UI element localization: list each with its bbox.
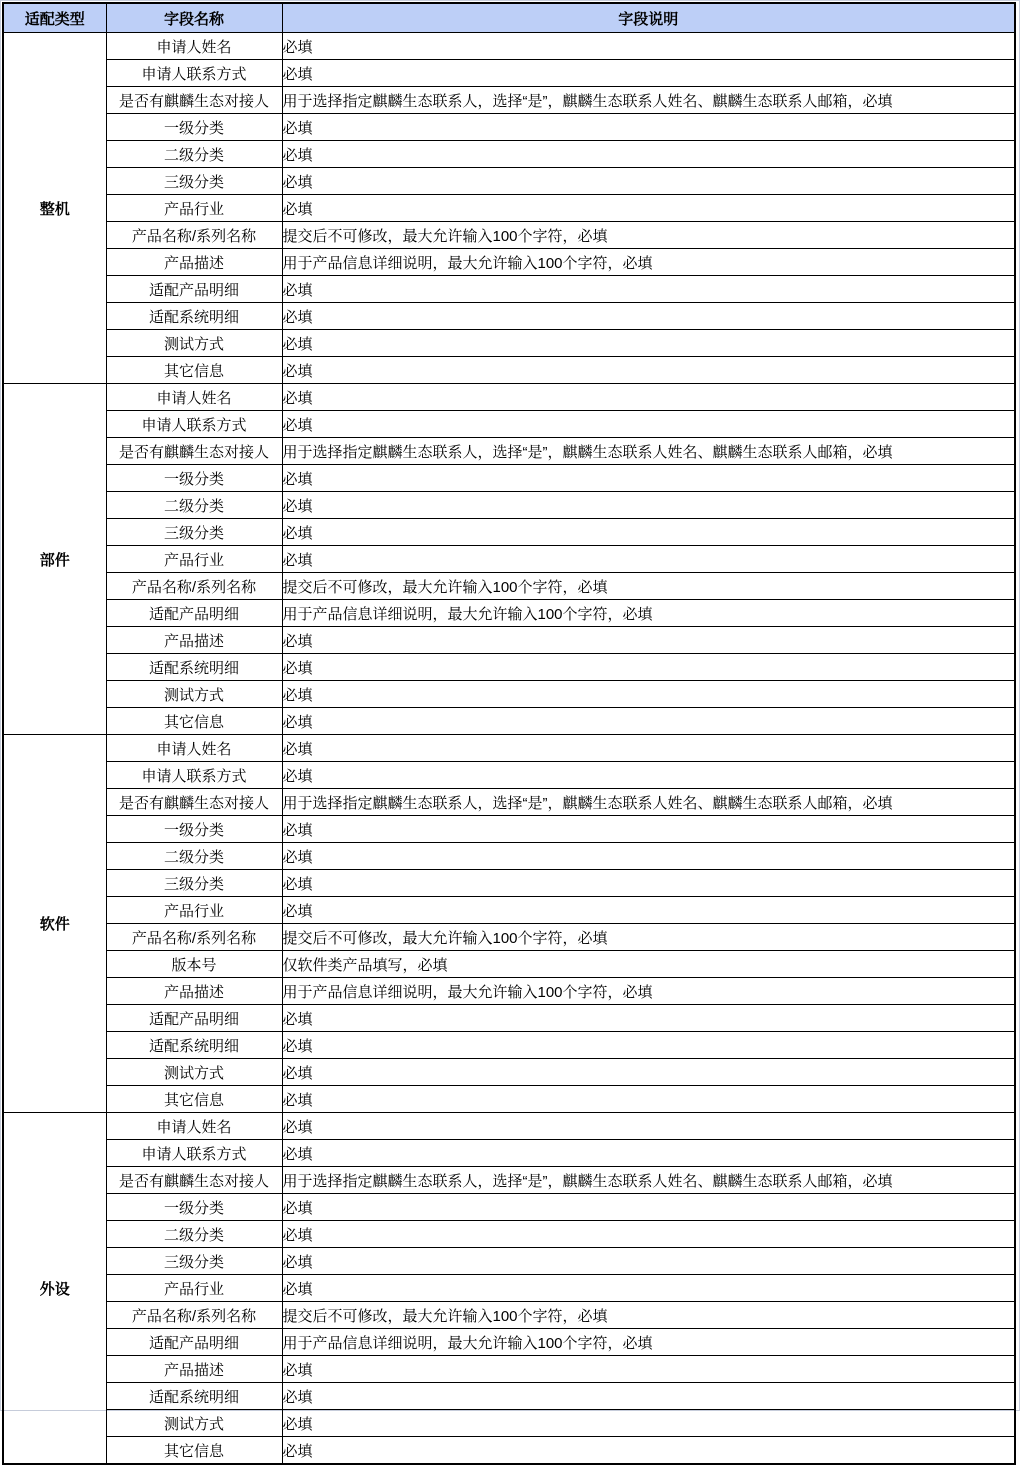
table-row xyxy=(3,1248,1015,1275)
table-row xyxy=(3,330,1015,357)
field-desc-cell: 必填 xyxy=(282,1248,1015,1275)
field-name-cell: 适配系统明细 xyxy=(106,654,282,681)
field-name-cell: 产品名称/系列名称 xyxy=(106,1302,282,1329)
field-name-cell: 一级分类 xyxy=(106,114,282,141)
field-name-cell: 是否有麒麟生态对接人 xyxy=(106,789,282,816)
field-desc-cell: 提交后不可修改，最大允许输入100个字符，必填 xyxy=(282,222,1015,249)
field-desc-cell: 用于产品信息详细说明，最大允许输入100个字符，必填 xyxy=(282,1329,1015,1356)
field-name-cell: 三级分类 xyxy=(106,1248,282,1275)
table-row xyxy=(3,870,1015,897)
field-desc-cell: 必填 xyxy=(282,114,1015,141)
field-desc-cell: 提交后不可修改，最大允许输入100个字符，必填 xyxy=(282,924,1015,951)
field-name-cell: 一级分类 xyxy=(106,816,282,843)
field-name-cell: 其它信息 xyxy=(106,1086,282,1113)
field-desc-cell: 提交后不可修改，最大允许输入100个字符，必填 xyxy=(282,573,1015,600)
field-name-cell: 其它信息 xyxy=(106,357,282,384)
table-row xyxy=(3,60,1015,87)
table-row xyxy=(3,978,1015,1005)
header-row xyxy=(3,3,1015,33)
table-row xyxy=(3,546,1015,573)
table-row xyxy=(3,276,1015,303)
table-row xyxy=(3,1383,1015,1410)
table-row xyxy=(3,897,1015,924)
table-row xyxy=(3,1221,1015,1248)
field-name-cell: 申请人联系方式 xyxy=(106,60,282,87)
group-type-cell: 软件 xyxy=(3,735,106,1113)
field-desc-cell: 必填 xyxy=(282,303,1015,330)
field-name-cell: 产品名称/系列名称 xyxy=(106,573,282,600)
table-row xyxy=(3,681,1015,708)
field-desc-cell: 必填 xyxy=(282,1005,1015,1032)
table-row xyxy=(3,600,1015,627)
field-desc-cell: 必填 xyxy=(282,384,1015,411)
field-desc-cell: 用于选择指定麒麟生态联系人，选择“是”，麒麟生态联系人姓名、麒麟生态联系人邮箱，必填 xyxy=(282,87,1015,114)
field-name-cell: 二级分类 xyxy=(106,843,282,870)
table-row xyxy=(3,573,1015,600)
table-row xyxy=(3,114,1015,141)
field-desc-cell: 必填 xyxy=(282,654,1015,681)
field-desc-cell: 用于选择指定麒麟生态联系人，选择“是”，麒麟生态联系人姓名、麒麟生态联系人邮箱，必填 xyxy=(282,1167,1015,1194)
field-name-cell: 三级分类 xyxy=(106,168,282,195)
field-name-cell: 申请人姓名 xyxy=(106,1113,282,1140)
field-desc-cell: 必填 xyxy=(282,168,1015,195)
table-row xyxy=(3,1329,1015,1356)
field-name-cell: 适配系统明细 xyxy=(106,1383,282,1410)
table-row xyxy=(3,195,1015,222)
field-name-cell: 产品名称/系列名称 xyxy=(106,924,282,951)
field-name-cell: 二级分类 xyxy=(106,492,282,519)
field-name-cell: 申请人姓名 xyxy=(106,384,282,411)
table-row xyxy=(3,951,1015,978)
table-row xyxy=(3,438,1015,465)
field-name-cell: 产品行业 xyxy=(106,897,282,924)
field-name-cell: 适配系统明细 xyxy=(106,303,282,330)
field-desc-cell: 必填 xyxy=(282,1113,1015,1140)
table-row xyxy=(3,1005,1015,1032)
field-desc-cell: 必填 xyxy=(282,519,1015,546)
field-name-cell: 产品描述 xyxy=(106,978,282,1005)
field-desc-cell: 必填 xyxy=(282,1275,1015,1302)
col-header-field-desc: 字段说明 xyxy=(282,3,1015,33)
table-row xyxy=(3,492,1015,519)
field-name-cell: 测试方式 xyxy=(106,681,282,708)
table-row xyxy=(3,1059,1015,1086)
field-name-cell: 产品描述 xyxy=(106,627,282,654)
field-name-cell: 产品行业 xyxy=(106,1275,282,1302)
table-row xyxy=(3,762,1015,789)
field-desc-cell: 必填 xyxy=(282,843,1015,870)
field-name-cell: 适配产品明细 xyxy=(106,1005,282,1032)
field-name-cell: 申请人联系方式 xyxy=(106,1140,282,1167)
field-desc-cell: 仅软件类产品填写，必填 xyxy=(282,951,1015,978)
field-desc-cell: 必填 xyxy=(282,816,1015,843)
field-desc-cell: 必填 xyxy=(282,1410,1015,1437)
table-body xyxy=(3,33,1015,1465)
table-row xyxy=(3,708,1015,735)
table-row xyxy=(3,627,1015,654)
field-desc-cell: 必填 xyxy=(282,762,1015,789)
field-name-cell: 二级分类 xyxy=(106,141,282,168)
table-row xyxy=(3,1140,1015,1167)
field-name-cell: 申请人联系方式 xyxy=(106,762,282,789)
table-row xyxy=(3,1032,1015,1059)
field-desc-cell: 必填 xyxy=(282,60,1015,87)
table-row xyxy=(3,924,1015,951)
group-type-cell: 部件 xyxy=(3,384,106,735)
field-name-cell: 是否有麒麟生态对接人 xyxy=(106,438,282,465)
table-row xyxy=(3,303,1015,330)
table-row xyxy=(3,249,1015,276)
field-name-cell: 二级分类 xyxy=(106,1221,282,1248)
col-header-adapt-type: 适配类型 xyxy=(3,3,106,33)
field-desc-cell: 必填 xyxy=(282,681,1015,708)
table-row xyxy=(3,1275,1015,1302)
table-row xyxy=(3,519,1015,546)
field-desc-cell: 必填 xyxy=(282,33,1015,60)
table-row xyxy=(3,1302,1015,1329)
field-name-cell: 产品描述 xyxy=(106,249,282,276)
field-desc-cell: 必填 xyxy=(282,546,1015,573)
table-row xyxy=(3,465,1015,492)
table-row xyxy=(3,87,1015,114)
field-desc-cell: 必填 xyxy=(282,1356,1015,1383)
col-header-field-name: 字段名称 xyxy=(106,3,282,33)
table-row xyxy=(3,1356,1015,1383)
table-row xyxy=(3,1086,1015,1113)
field-name-cell: 其它信息 xyxy=(106,1437,282,1465)
table-row xyxy=(3,1410,1015,1437)
field-desc-cell: 必填 xyxy=(282,465,1015,492)
field-name-cell: 产品行业 xyxy=(106,546,282,573)
field-desc-cell: 用于产品信息详细说明，最大允许输入100个字符，必填 xyxy=(282,978,1015,1005)
field-name-cell: 产品描述 xyxy=(106,1356,282,1383)
field-name-cell: 适配产品明细 xyxy=(106,1329,282,1356)
field-desc-cell: 必填 xyxy=(282,1437,1015,1465)
field-desc-cell: 必填 xyxy=(282,1032,1015,1059)
table-row xyxy=(3,1194,1015,1221)
field-desc-cell: 必填 xyxy=(282,141,1015,168)
field-name-cell: 适配产品明细 xyxy=(106,276,282,303)
field-name-cell: 测试方式 xyxy=(106,1059,282,1086)
table-row xyxy=(3,843,1015,870)
field-name-cell: 适配产品明细 xyxy=(106,600,282,627)
field-spec-table xyxy=(2,2,1016,1465)
table-row xyxy=(3,1167,1015,1194)
field-desc-cell: 必填 xyxy=(282,1194,1015,1221)
field-desc-cell: 必填 xyxy=(282,1140,1015,1167)
field-name-cell: 测试方式 xyxy=(106,1410,282,1437)
table-row xyxy=(3,33,1015,60)
field-desc-cell: 用于产品信息详细说明，最大允许输入100个字符，必填 xyxy=(282,600,1015,627)
table-row xyxy=(3,357,1015,384)
field-desc-cell: 必填 xyxy=(282,330,1015,357)
field-desc-cell: 必填 xyxy=(282,1221,1015,1248)
field-desc-cell: 必填 xyxy=(282,897,1015,924)
field-name-cell: 三级分类 xyxy=(106,870,282,897)
field-desc-cell: 必填 xyxy=(282,357,1015,384)
field-name-cell: 是否有麒麟生态对接人 xyxy=(106,1167,282,1194)
field-name-cell: 一级分类 xyxy=(106,1194,282,1221)
field-name-cell: 三级分类 xyxy=(106,519,282,546)
group-type-cell: 外设 xyxy=(3,1113,106,1465)
field-name-cell: 是否有麒麟生态对接人 xyxy=(106,87,282,114)
table-row xyxy=(3,141,1015,168)
field-name-cell: 适配系统明细 xyxy=(106,1032,282,1059)
field-desc-cell: 必填 xyxy=(282,492,1015,519)
field-desc-cell: 用于产品信息详细说明，最大允许输入100个字符，必填 xyxy=(282,249,1015,276)
field-desc-cell: 必填 xyxy=(282,1383,1015,1410)
table-row xyxy=(3,168,1015,195)
field-name-cell: 产品行业 xyxy=(106,195,282,222)
table-row xyxy=(3,411,1015,438)
field-name-cell: 版本号 xyxy=(106,951,282,978)
field-desc-cell: 必填 xyxy=(282,1086,1015,1113)
table-row xyxy=(3,1113,1015,1140)
field-name-cell: 一级分类 xyxy=(106,465,282,492)
table-row xyxy=(3,384,1015,411)
field-name-cell: 申请人姓名 xyxy=(106,735,282,762)
field-desc-cell: 必填 xyxy=(282,195,1015,222)
field-desc-cell: 必填 xyxy=(282,708,1015,735)
table-row xyxy=(3,222,1015,249)
field-name-cell: 产品名称/系列名称 xyxy=(106,222,282,249)
field-desc-cell: 必填 xyxy=(282,1059,1015,1086)
table-row xyxy=(3,735,1015,762)
field-desc-cell: 提交后不可修改，最大允许输入100个字符，必填 xyxy=(282,1302,1015,1329)
table-row xyxy=(3,816,1015,843)
table-row xyxy=(3,654,1015,681)
field-desc-cell: 必填 xyxy=(282,870,1015,897)
field-name-cell: 申请人姓名 xyxy=(106,33,282,60)
table-row xyxy=(3,789,1015,816)
field-desc-cell: 必填 xyxy=(282,627,1015,654)
field-desc-cell: 用于选择指定麒麟生态联系人，选择“是”，麒麟生态联系人姓名、麒麟生态联系人邮箱，必填 xyxy=(282,438,1015,465)
field-desc-cell: 用于选择指定麒麟生态联系人，选择“是”，麒麟生态联系人姓名、麒麟生态联系人邮箱，必填 xyxy=(282,789,1015,816)
field-name-cell: 其它信息 xyxy=(106,708,282,735)
group-type-cell: 整机 xyxy=(3,33,106,384)
field-desc-cell: 必填 xyxy=(282,276,1015,303)
field-desc-cell: 必填 xyxy=(282,735,1015,762)
field-name-cell: 申请人联系方式 xyxy=(106,411,282,438)
field-name-cell: 测试方式 xyxy=(106,330,282,357)
table-row xyxy=(3,1437,1015,1465)
field-desc-cell: 必填 xyxy=(282,411,1015,438)
